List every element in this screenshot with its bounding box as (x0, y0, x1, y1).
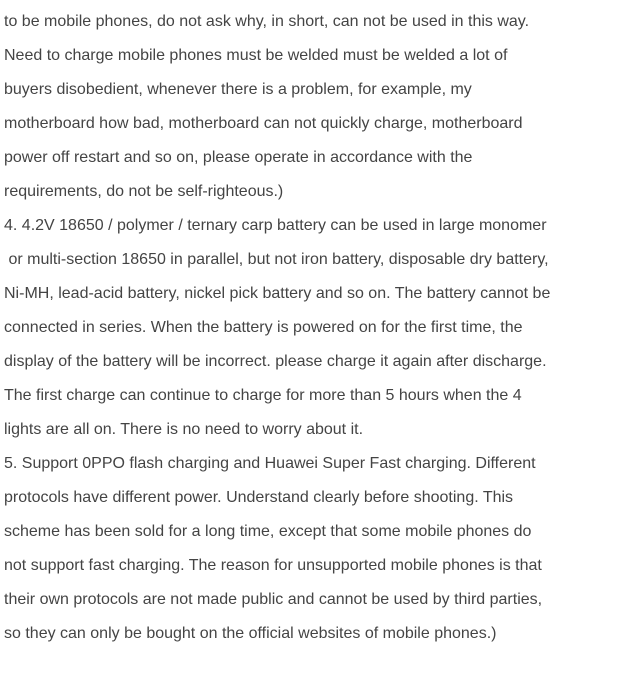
text-line: The first charge can continue to charge for more than 5 hours when the 4 (4, 387, 522, 404)
text-line: not support fast charging. The reason for unsupported mobile phones is that (4, 557, 542, 574)
text-line: or multi-section 18650 in parallel, but not iron battery, disposable dry battery, (4, 251, 549, 268)
text-line: connected in series. When the battery is powered on for the first time, the (4, 319, 523, 336)
list-item-4-line: 4. 4.2V 18650 / polymer / ternary carp battery can be used in large monomer (4, 217, 547, 234)
text-line: motherboard how bad, motherboard can not quickly charge, motherboard (4, 115, 523, 132)
list-item-5-line: 5. Support 0PPO flash charging and Huawei Super Fast charging. Different (4, 455, 536, 472)
text-line: scheme has been sold for a long time, except that some mobile phones do (4, 523, 532, 540)
text-line: buyers disobedient, whenever there is a problem, for example, my (4, 81, 472, 98)
text-line: Ni-MH, lead-acid battery, nickel pick battery and so on. The battery cannot be (4, 285, 551, 302)
text-line: so they can only be bought on the official websites of mobile phones.) (4, 625, 497, 642)
document-body (4, 10, 634, 656)
text-line: to be mobile phones, do not ask why, in short, can not be used in this way. (4, 13, 530, 30)
text-line: Need to charge mobile phones must be welded must be welded a lot of (4, 47, 508, 64)
text-line: power off restart and so on, please operate in accordance with the (4, 149, 473, 166)
text-line: their own protocols are not made public and cannot be used by third parties, (4, 591, 543, 608)
text-line: protocols have different power. Understand clearly before shooting. This (4, 489, 514, 506)
text-line: lights are all on. There is no need to worry about it. (4, 421, 364, 438)
text-line: requirements, do not be self-righteous.) (4, 183, 284, 200)
text-line: display of the battery will be incorrect. please charge it again after discharge. (4, 353, 547, 370)
